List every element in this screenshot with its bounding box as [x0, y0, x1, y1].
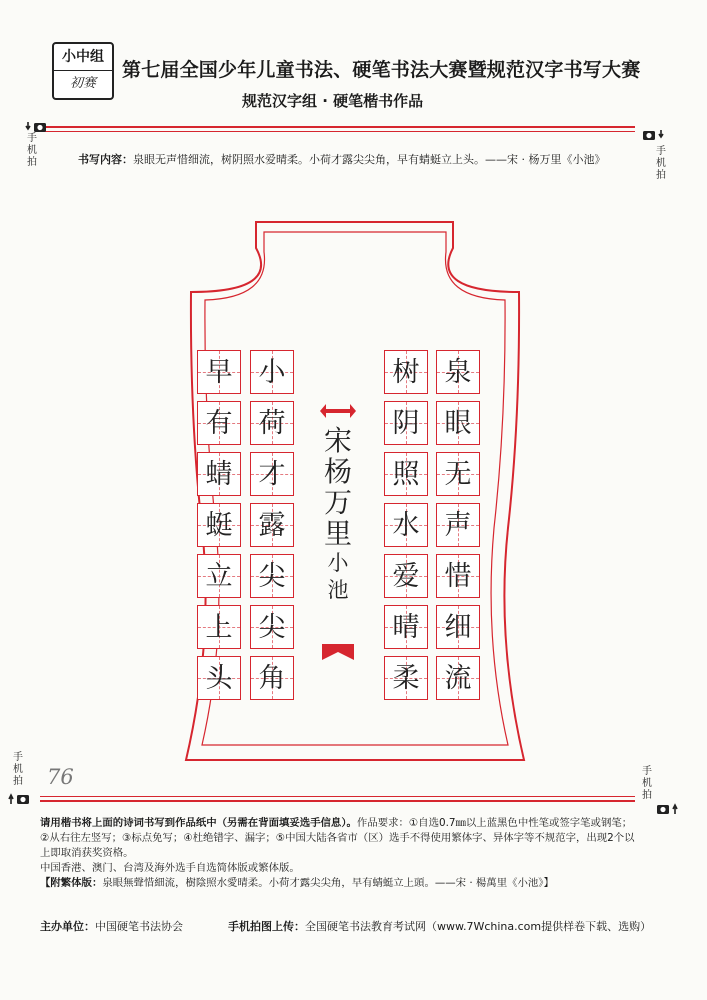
round-label: 初赛 — [69, 76, 96, 91]
group-label: 小中组 — [54, 44, 112, 71]
bottom-right-camera-icon — [656, 800, 680, 819]
grid-cell: 惜 — [436, 554, 480, 598]
bottom-right-photo-label: 手机拍 — [642, 766, 652, 801]
grid-cell: 立 — [197, 554, 241, 598]
author-char: 杨 — [323, 455, 352, 488]
grid-cell: 尖 — [250, 605, 294, 649]
author-char: 万 — [323, 486, 352, 519]
grid-cell: 才 — [250, 452, 294, 496]
grid-cell: 柔 — [384, 656, 428, 700]
grid-cell: 爱 — [384, 554, 428, 598]
upload-text: 全国硬笔书法教育考试网（www.7Wchina.com提供样卷下载、选购） — [305, 920, 652, 933]
organizer — [40, 918, 183, 934]
grid-cell: 照 — [384, 452, 428, 496]
grid-cell: 眼 — [436, 401, 480, 445]
top-left-photo-label: 手机拍 — [27, 133, 37, 168]
grid-cell: 露 — [250, 503, 294, 547]
grid-cell: 流 — [436, 656, 480, 700]
page-title: 第七届全国少年儿童书法、硬笔书法大赛暨规范汉字书写大赛 — [122, 59, 641, 81]
instructions-requirements: 作品要求：①自选0.7㎜以上蓝黑色中性笔或签字笔或钢笔；②从右往左竖写；③标点免写；④杜绝错字、漏字；⑤中国大陆各省市（区）选手不得使用繁体字、异体字等不规范字，出现2个以上即取消获奖资格。 — [40, 817, 635, 859]
ribbon-bottom-ornament — [318, 642, 358, 662]
grid-cell: 树 — [384, 350, 428, 394]
writing-column-4 — [197, 350, 241, 694]
grid-cell: 细 — [436, 605, 480, 649]
upload-label: 手机拍图上传： — [228, 920, 305, 933]
grid-cell: 小 — [250, 350, 294, 394]
poem-title-char: 小 — [327, 551, 349, 575]
grid-cell: 蜓 — [197, 503, 241, 547]
grid-cell: 水 — [384, 503, 428, 547]
grid-cell: 早 — [197, 350, 241, 394]
traditional-label: 【附繁体版： — [40, 877, 103, 889]
grid-cell: 泉 — [436, 350, 480, 394]
author-signature — [318, 425, 358, 603]
writing-column-1 — [436, 350, 480, 694]
top-right-photo-label: 手机拍 — [656, 146, 666, 181]
content-label: 书写内容： — [78, 153, 133, 166]
page-subtitle: 规范汉字组 · 硬笔楷书作品 — [242, 92, 424, 110]
grid-cell: 上 — [197, 605, 241, 649]
grid-cell: 阴 — [384, 401, 428, 445]
bottom-left-photo-label: 手机拍 — [13, 752, 23, 787]
author-char: 宋 — [323, 424, 352, 457]
organizer-label: 主办单位： — [40, 920, 95, 933]
grid-cell: 有 — [197, 401, 241, 445]
grid-cell: 尖 — [250, 554, 294, 598]
organizer-name: 中国硬笔书法协会 — [95, 920, 183, 933]
bottom-left-camera-icon — [8, 790, 32, 809]
author-char: 里 — [323, 517, 352, 550]
grid-cell: 角 — [250, 656, 294, 700]
content-text: 泉眼无声惜细流，树阴照水爱晴柔。小荷才露尖尖角，早有蜻蜓立上头。——宋 · 杨万里《小池》 — [133, 153, 606, 166]
writing-column-3 — [250, 350, 294, 694]
instructions-lead: 请用楷书将上面的诗词书写到作品纸中（另需在背面填妥选手信息）。 — [40, 817, 357, 829]
grid-cell: 荷 — [250, 401, 294, 445]
instructions-overseas: 中国香港、澳门、台湾及海外选手自选简体版或繁体版。 — [40, 862, 300, 874]
bottom-rule — [40, 800, 635, 802]
grid-cell: 晴 — [384, 605, 428, 649]
upload-info — [228, 918, 651, 934]
handwritten-number: 76 — [47, 765, 74, 789]
grid-cell: 声 — [436, 503, 480, 547]
instructions — [40, 816, 640, 891]
grid-cell: 头 — [197, 656, 241, 700]
bottom-rule-thin — [40, 796, 635, 797]
grid-cell: 蜻 — [197, 452, 241, 496]
traditional-text: 泉眼無聲惜細流，樹陰照水愛晴柔。小荷才露尖尖角，早有蜻蜓立上頭。——宋 · 楊萬里《小池》】 — [102, 877, 554, 889]
writing-column-2 — [384, 350, 428, 694]
grid-cell: 无 — [436, 452, 480, 496]
poem-title-char: 池 — [327, 578, 349, 602]
ribbon-top-ornament — [318, 402, 358, 420]
